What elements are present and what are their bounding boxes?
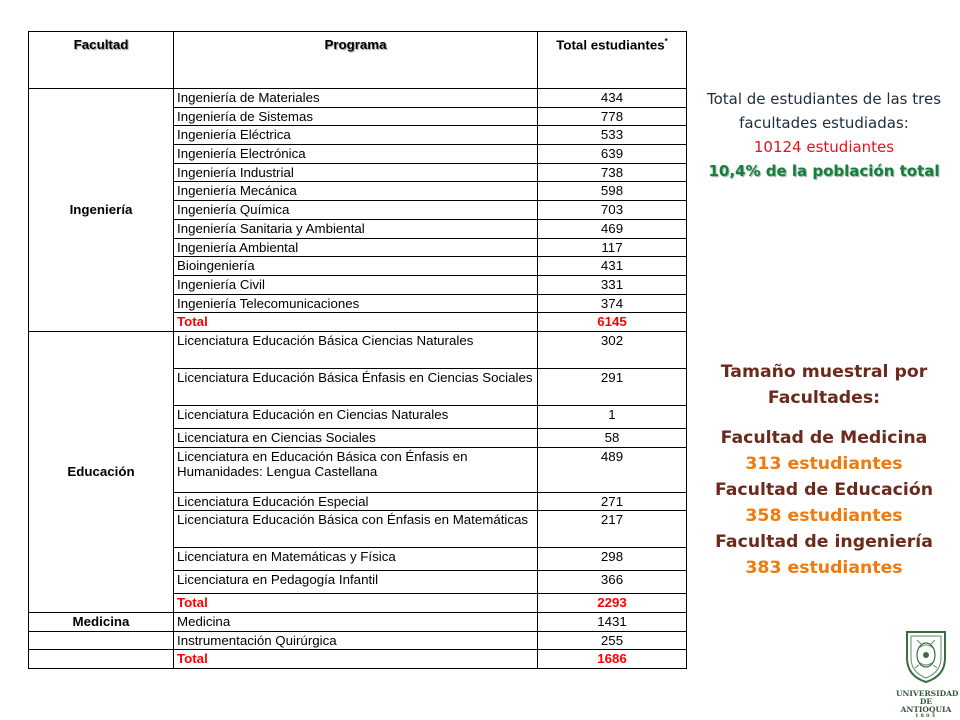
total-value: 6145	[538, 313, 687, 332]
count-cell: 431	[538, 257, 687, 276]
sample-faculty: Facultad de ingeniería	[715, 531, 933, 552]
program-cell: Ingeniería Mecánica	[174, 182, 538, 201]
total-row	[29, 650, 687, 669]
sample-count: 313 estudiantes	[745, 453, 903, 474]
sample-size-section	[698, 360, 950, 582]
program-cell: Ingeniería Telecomunicaciones	[174, 294, 538, 313]
program-cell: Licenciatura Educación Especial	[174, 492, 538, 511]
program-cell: Ingeniería Eléctrica	[174, 126, 538, 145]
program-cell: Licenciatura Educación en Ciencias Naturales	[174, 405, 538, 428]
count-cell: 217	[538, 511, 687, 548]
program-cell: Licenciatura en Matemáticas y Física	[174, 548, 538, 571]
faculty-ingenieria: Ingeniería	[29, 89, 174, 332]
count-cell: 291	[538, 368, 687, 405]
program-cell: Instrumentación Quirúrgica	[174, 631, 538, 650]
sample-faculty: Facultad de Educación	[714, 479, 934, 500]
sample-faculty: Facultad de Medicina	[720, 427, 928, 448]
university-logo	[896, 628, 959, 720]
count-cell: 298	[538, 548, 687, 571]
program-cell: Ingeniería Sanitaria y Ambiental	[174, 219, 538, 238]
count-cell: 598	[538, 182, 687, 201]
summary-count: 10124 estudiantes	[753, 138, 895, 156]
count-cell: 331	[538, 275, 687, 294]
logo-line: UNIVERSIDAD	[896, 689, 959, 698]
program-cell: Licenciatura en Ciencias Sociales	[174, 428, 538, 447]
logo-year: 1803	[915, 712, 937, 719]
count-cell: 1	[538, 405, 687, 428]
count-cell: 738	[538, 163, 687, 182]
logo-line: DE ANTIOQUIA	[900, 696, 952, 714]
total-value: 2293	[538, 594, 687, 613]
header-programa: Programa	[174, 32, 538, 89]
header-facultad: Facultad	[29, 32, 174, 89]
students-table	[28, 31, 687, 669]
count-cell: 469	[538, 219, 687, 238]
table-row	[29, 631, 687, 650]
count-cell: 1431	[538, 613, 687, 632]
table-row	[29, 613, 687, 632]
program-cell: Licenciatura en Pedagogía Infantil	[174, 571, 538, 594]
count-cell: 489	[538, 447, 687, 492]
count-cell: 58	[538, 428, 687, 447]
program-cell: Bioingeniería	[174, 257, 538, 276]
total-label: Total	[174, 650, 538, 669]
program-cell: Ingeniería Química	[174, 201, 538, 220]
sample-count: 383 estudiantes	[745, 557, 903, 578]
count-cell: 366	[538, 571, 687, 594]
header-total-label: Total estudiantes	[556, 37, 665, 53]
summary-percentage: 10,4% de la población total	[708, 162, 940, 180]
count-cell: 271	[538, 492, 687, 511]
faculty-educacion: Educación	[29, 331, 174, 612]
program-cell: Ingeniería Electrónica	[174, 145, 538, 164]
program-cell: Ingeniería de Materiales	[174, 89, 538, 108]
sample-count: 358 estudiantes	[745, 505, 903, 526]
count-cell: 117	[538, 238, 687, 257]
program-cell: Licenciatura Educación Básica con Énfasis en Matemáticas	[174, 511, 538, 548]
empty-faculty-cell	[29, 650, 174, 669]
program-cell: Ingeniería de Sistemas	[174, 107, 538, 126]
empty-faculty-cell	[29, 631, 174, 650]
count-cell: 533	[538, 126, 687, 145]
table-row	[29, 331, 687, 368]
logo-lettering	[896, 689, 959, 719]
total-value: 1686	[538, 650, 687, 669]
university-seal-icon	[903, 628, 949, 684]
program-cell: Licenciatura Educación Básica Ciencias Naturales	[174, 331, 538, 368]
program-cell: Medicina	[174, 613, 538, 632]
program-cell: Ingeniería Ambiental	[174, 238, 538, 257]
count-cell: 434	[538, 89, 687, 108]
count-cell: 778	[538, 107, 687, 126]
total-label: Total	[174, 594, 538, 613]
sample-title: Tamaño muestral por Facultades:	[720, 362, 928, 408]
count-cell: 703	[538, 201, 687, 220]
faculty-medicina: Medicina	[29, 613, 174, 632]
summary-text: Total de estudiantes de las tres facultades estudiadas:	[706, 90, 942, 132]
count-cell: 302	[538, 331, 687, 368]
program-cell: Ingeniería Industrial	[174, 163, 538, 182]
header-total-estudiantes	[538, 32, 687, 89]
count-cell: 639	[538, 145, 687, 164]
program-cell: Ingeniería Civil	[174, 275, 538, 294]
program-cell: Licenciatura Educación Básica Énfasis en Ciencias Sociales	[174, 368, 538, 405]
header-total-mark: *	[664, 37, 668, 46]
total-label: Total	[174, 313, 538, 332]
table-header-row	[29, 32, 687, 89]
total-summary	[700, 87, 948, 183]
program-cell: Licenciatura en Educación Básica con Énfasis en Humanidades: Lengua Castellana	[174, 447, 538, 492]
count-cell: 255	[538, 631, 687, 650]
count-cell: 374	[538, 294, 687, 313]
table-row	[29, 89, 687, 108]
